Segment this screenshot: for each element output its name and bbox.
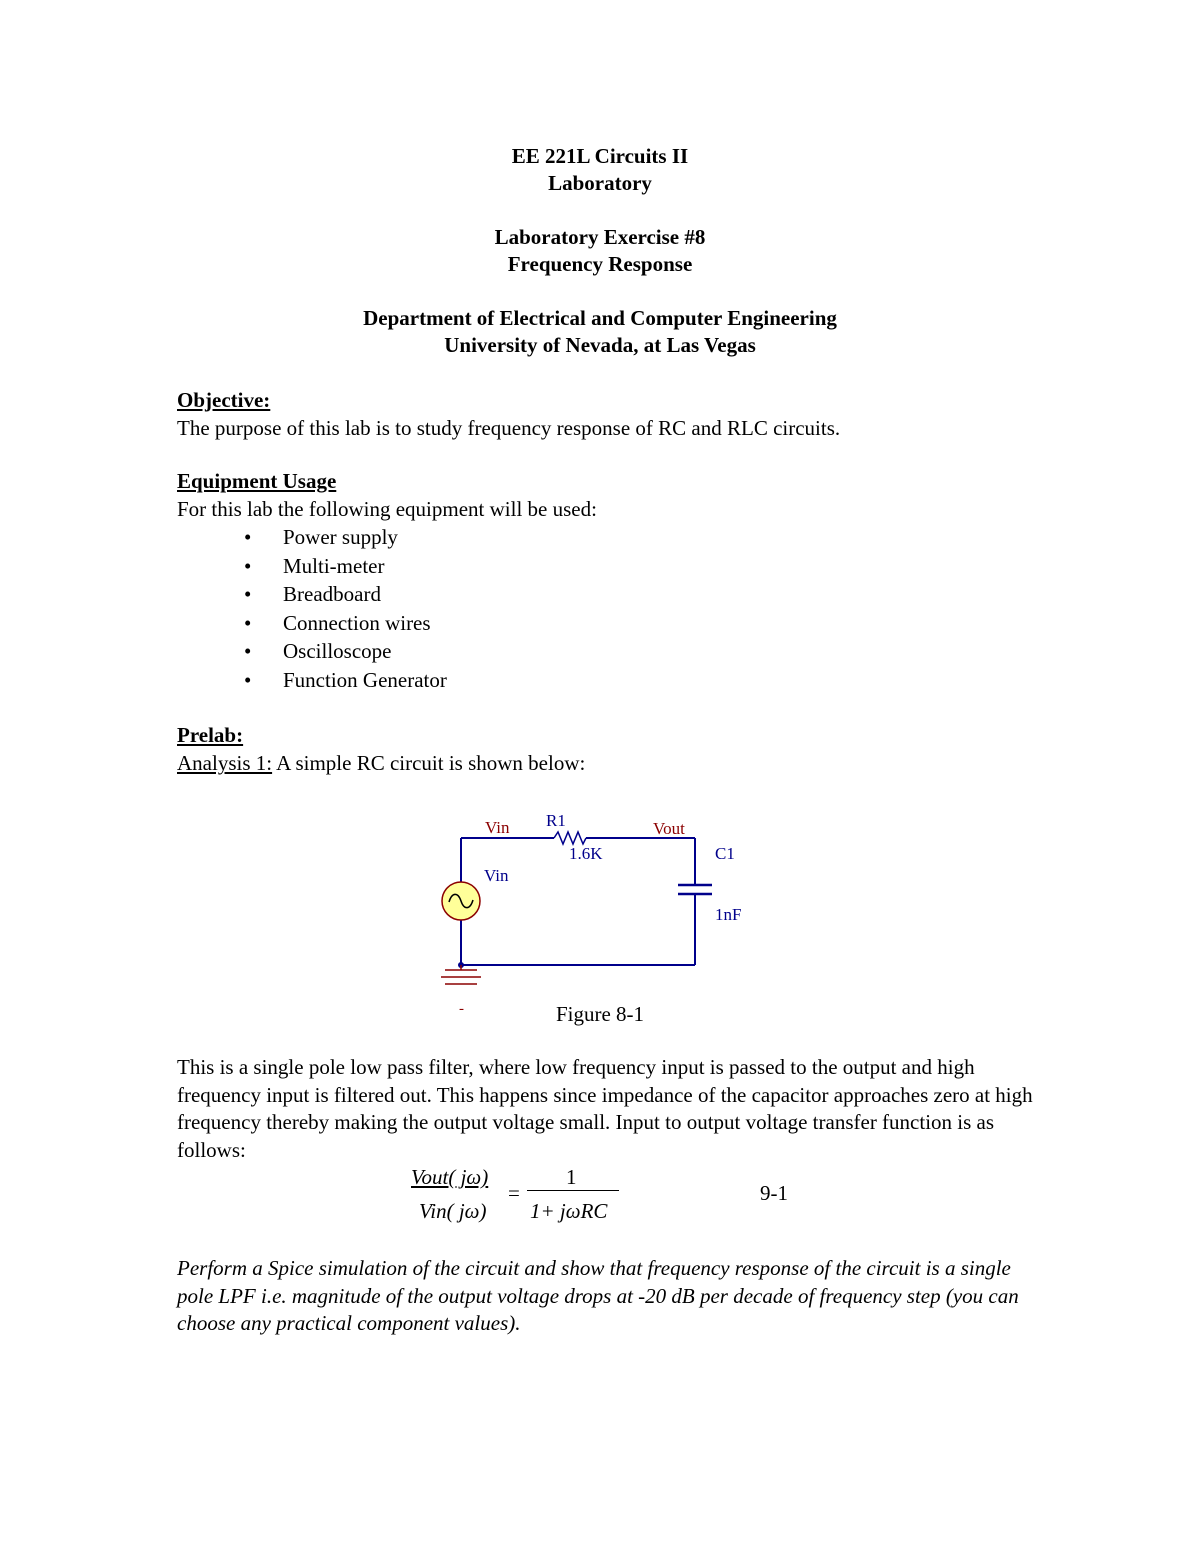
- list-item: • Multi-meter: [177, 552, 597, 581]
- bullet-mark: •: [244, 639, 252, 664]
- equation-equals: =: [508, 1181, 520, 1205]
- bullet-mark: •: [244, 553, 252, 578]
- objective-heading: Objective:: [177, 388, 271, 412]
- equation-denominator-right: 1+ jωRC: [530, 1199, 608, 1223]
- figure-caption: Figure 8-1: [555, 1002, 645, 1026]
- equation-numerator-left: Vout( jω): [411, 1165, 489, 1189]
- list-item: • Oscilloscope: [177, 637, 597, 666]
- node-label-vout: Vout: [653, 819, 685, 838]
- fraction-bar: [527, 1190, 619, 1191]
- bullet-mark: •: [244, 525, 252, 549]
- node-label-vin: Vin: [485, 818, 510, 837]
- list-item: • Power supply: [177, 523, 597, 552]
- bullet-mark: •: [244, 610, 252, 635]
- university: University of Nevada, at Las Vegas: [444, 333, 756, 357]
- list-item: • Function Generator: [177, 666, 597, 695]
- resistor-symbol: [554, 832, 586, 844]
- equipment-intro: For this lab the following equipment will be used:: [177, 497, 597, 521]
- objective-text: The purpose of this lab is to study frequency response of RC and RLC circuits.: [177, 416, 841, 440]
- capacitor-name: C1: [715, 844, 735, 863]
- list-item: • Connection wires: [177, 609, 597, 638]
- course-title: EE 221L Circuits II: [511, 144, 689, 168]
- exercise-title: Frequency Response: [507, 252, 693, 276]
- equation-numerator-right: 1: [566, 1165, 577, 1189]
- prelab-heading: Prelab:: [177, 723, 244, 747]
- bullet-mark: •: [244, 582, 252, 607]
- exercise-number: Laboratory Exercise #8: [494, 225, 706, 249]
- source-label: Vin: [484, 866, 509, 885]
- task-paragraph: Perform a Spice simulation of the circuit and show that frequency response of the circuit is a single pole LPF i.e. magnitude of the output voltage drops at -20 dB per decade of frequency step (you can choose any practical component values).: [177, 1256, 1019, 1335]
- analysis-text: A simple RC circuit is shown below:: [272, 751, 586, 775]
- resistor-value: 1.6K: [569, 844, 603, 863]
- bullet-mark: •: [244, 667, 252, 692]
- analysis-label: Analysis 1:: [177, 751, 273, 775]
- capacitor-value: 1nF: [715, 905, 742, 924]
- equation-denominator-left: Vin( jω): [419, 1199, 487, 1223]
- equation-number: 9-1: [760, 1181, 788, 1205]
- department: Department of Electrical and Computer Engineering: [363, 306, 837, 330]
- resistor-name: R1: [546, 811, 566, 830]
- ground-label: -: [459, 1001, 464, 1017]
- equipment-heading: Equipment Usage: [177, 469, 337, 493]
- list-item: • Breadboard: [177, 580, 597, 609]
- description-paragraph: This is a single pole low pass filter, where low frequency input is passed to the output and high frequency input is filtered out. This happens since impedance of the capacitor approaches zero at high frequency thereby making the output voltage small. Input to output voltage transfer function is as follows:: [177, 1055, 1033, 1162]
- course-subtitle: Laboratory: [548, 171, 652, 195]
